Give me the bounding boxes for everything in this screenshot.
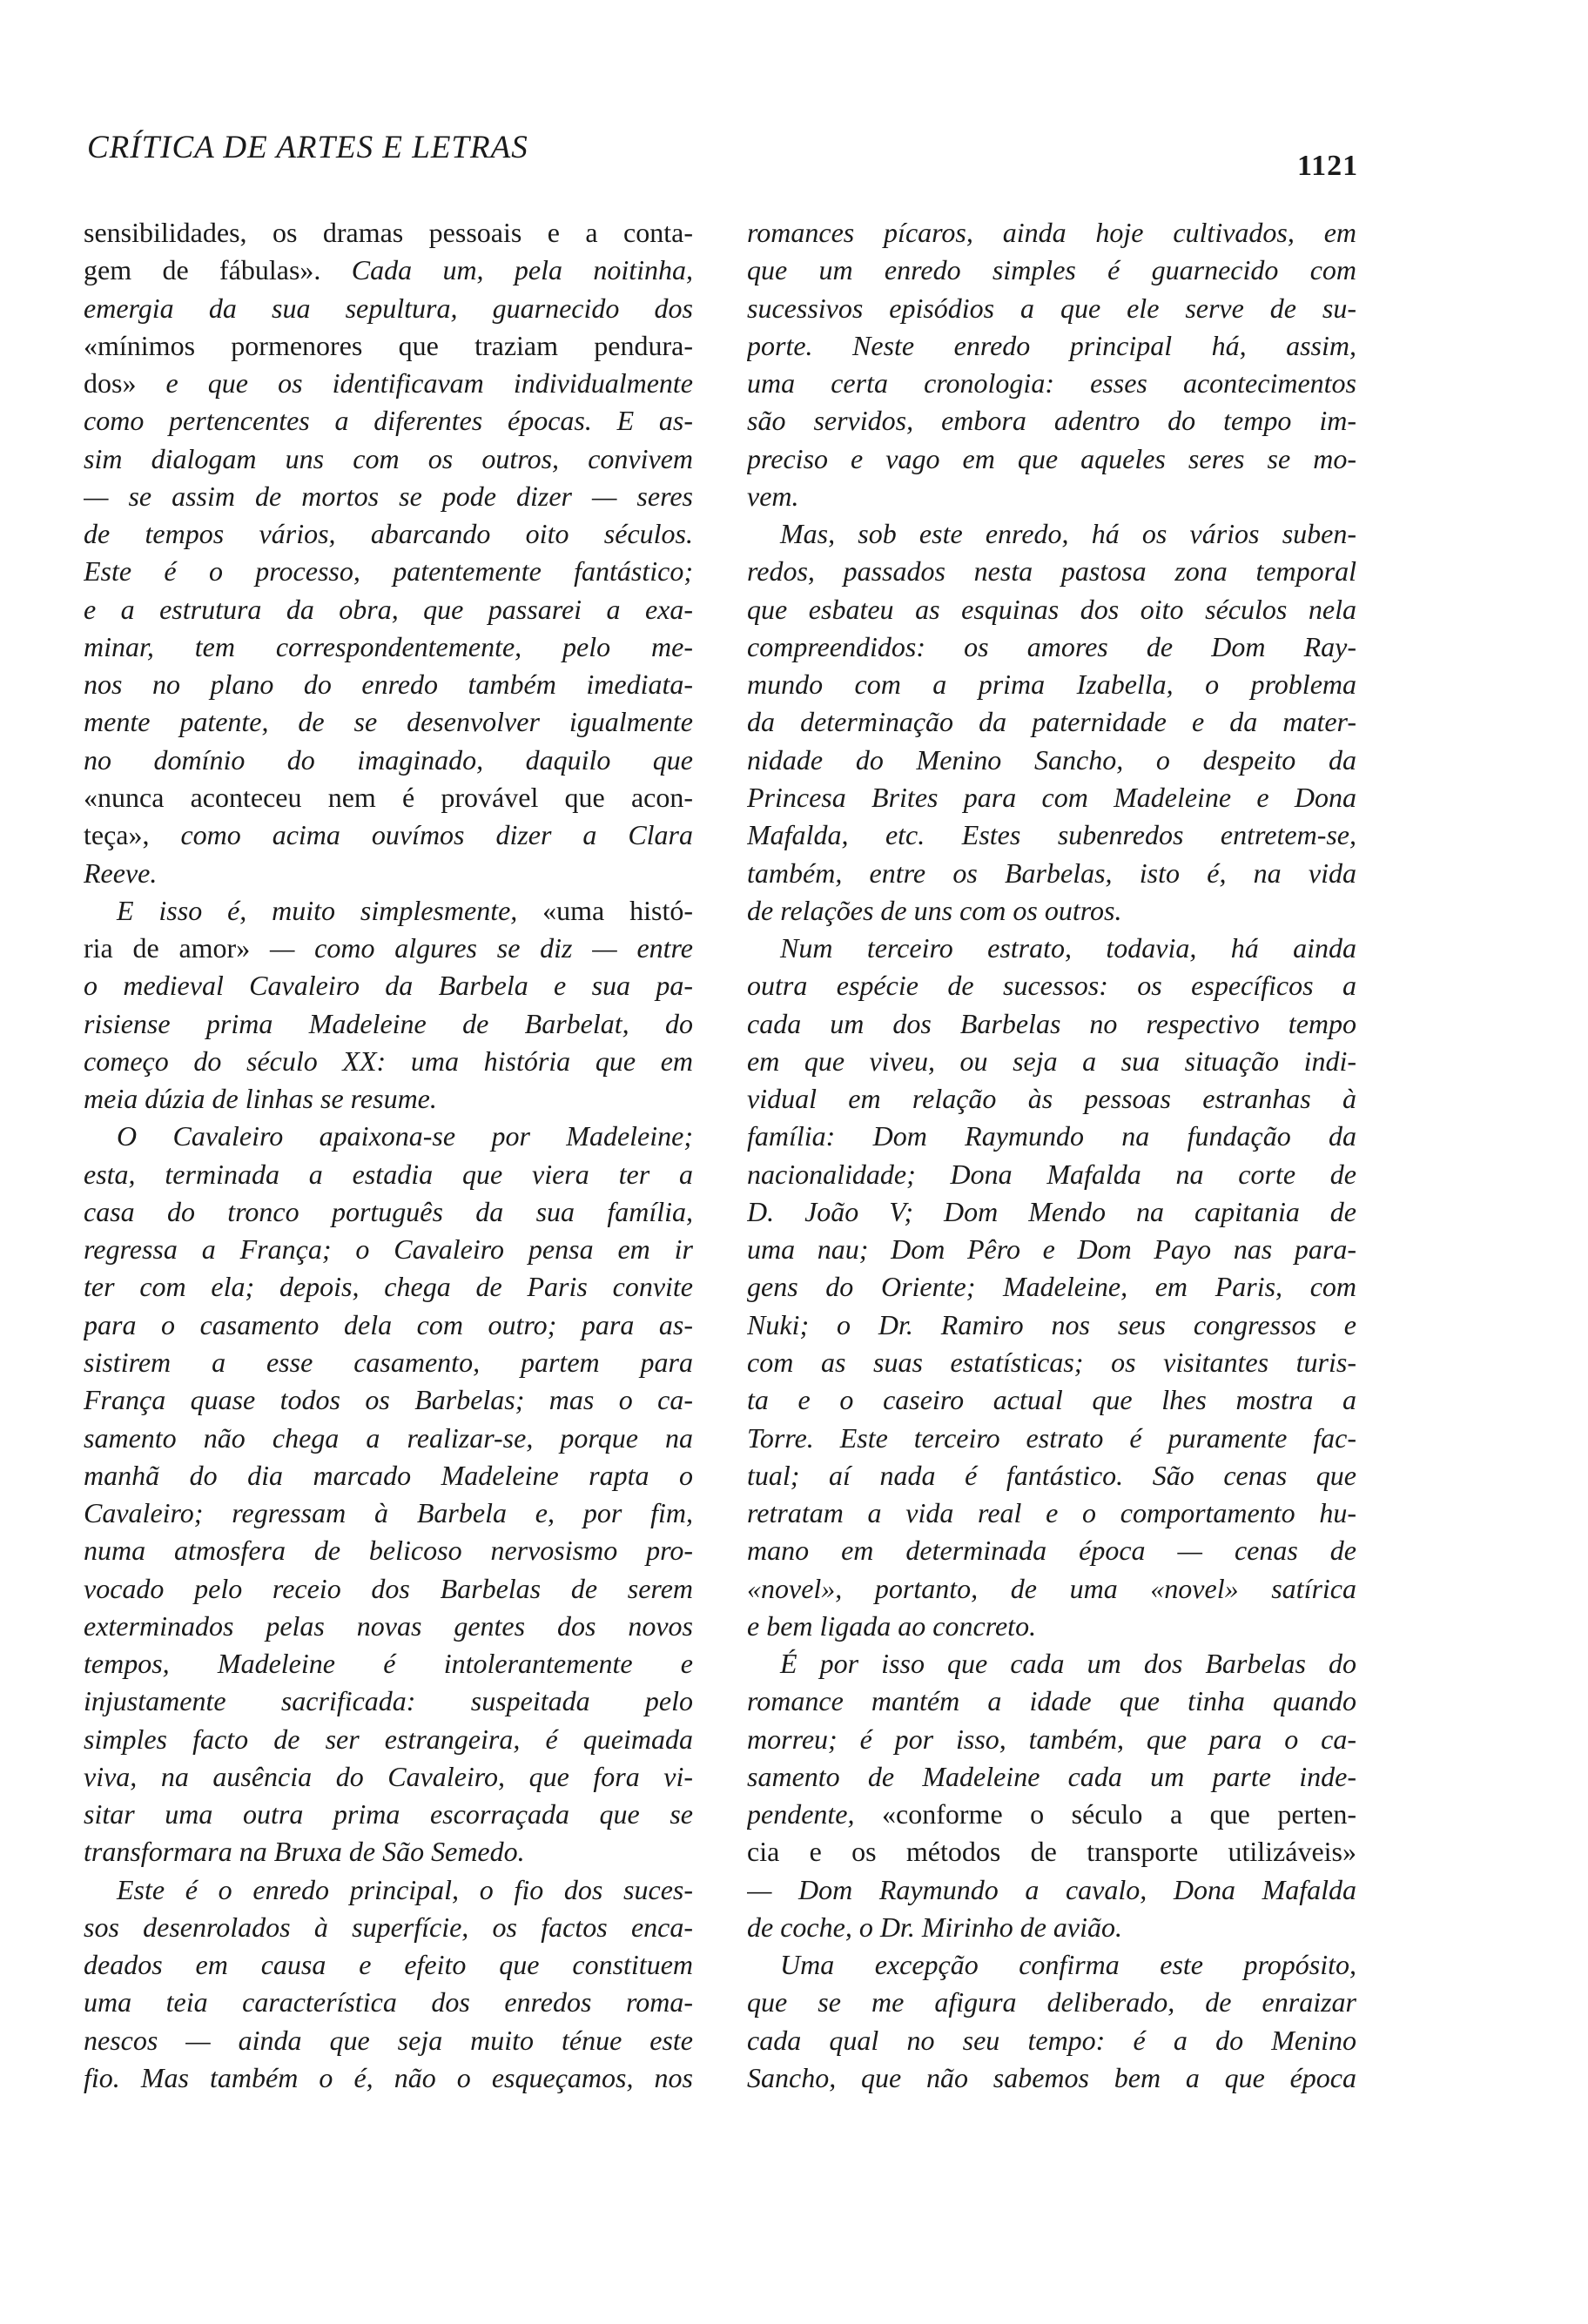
text-line <box>84 628 693 666</box>
text-line <box>84 553 693 590</box>
text-segment: também, entre os Barbelas, isto é, na vida <box>747 856 1356 889</box>
text-line <box>747 2022 1356 2059</box>
text-segment: vocado pelo receio dos Barbelas de serem <box>84 1572 693 1604</box>
text-line <box>84 1156 693 1193</box>
text-segment: Reeve. <box>84 856 158 889</box>
text-line <box>747 967 1356 1004</box>
text-line <box>84 1268 693 1306</box>
text-segment: nos no plano do enredo também imediata- <box>84 668 693 701</box>
text-segment: para o casamento dela com outro; para as- <box>84 1308 693 1340</box>
text-segment: — Dom Raymundo a cavalo, Dona Mafalda <box>747 1873 1356 1905</box>
text-line <box>747 930 1356 967</box>
text-segment: França quase todos os Barbelas; mas o ca- <box>84 1384 693 1416</box>
text-line <box>84 478 693 515</box>
text-line <box>84 1683 693 1720</box>
text-segment: Uma excepção confirma este propósito, <box>780 1949 1356 1981</box>
text-segment: redos, passados nesta pastosa zona temporal <box>747 555 1356 588</box>
text-line <box>84 290 693 327</box>
running-title: CRÍTICA DE ARTES E LETRAS <box>87 130 528 165</box>
text-segment: fio. Mas também o é, não o esqueçamos, nos <box>84 2062 693 2094</box>
text-segment: numa atmosfera de belicoso nervosismo pro- <box>84 1535 693 1567</box>
text-segment: romance mantém a idade que tinha quando <box>747 1685 1356 1717</box>
text-line <box>747 1984 1356 2021</box>
text-segment: vidual em relação às pessoas estranhas à <box>747 1083 1356 1115</box>
text-line <box>747 666 1356 703</box>
text-segment: retratam a vida real e o comportamento hu- <box>747 1497 1356 1529</box>
text-segment: minar, tem correspondentemente, pelo me- <box>84 630 693 662</box>
text-line <box>747 1608 1356 1645</box>
text-segment: o medieval Cavaleiro da Barbela e sua pa- <box>84 970 693 1002</box>
text-line <box>84 1344 693 1381</box>
text-line <box>747 252 1356 289</box>
text-segment: Cada um, pela noitinha, <box>351 254 693 286</box>
text-segment: que esbateu as esquinas dos oito séculos nela <box>747 593 1356 625</box>
text-segment: cada qual no seu tempo: é a do Menino <box>747 2024 1356 2056</box>
text-line <box>747 1005 1356 1043</box>
text-segment: Torre. Este terceiro estrato é puramente fac- <box>747 1421 1356 1454</box>
text-line <box>84 1193 693 1231</box>
text-line <box>747 553 1356 590</box>
text-segment: gens do Oriente; Madeleine, em Paris, com <box>747 1271 1356 1303</box>
text-segment: E isso é, muito simplesmente, <box>117 894 543 926</box>
left-column <box>84 214 693 2097</box>
text-segment: — como algures se diz — entre <box>269 932 693 964</box>
text-line <box>747 1420 1356 1457</box>
text-segment: ria de amor» <box>84 932 270 964</box>
text-line <box>747 1532 1356 1569</box>
text-line <box>747 779 1356 816</box>
text-segment: como acima ouvímos dizer a Clara <box>180 819 693 851</box>
text-segment: cada um dos Barbelas no respectivo tempo <box>747 1007 1356 1039</box>
text-line <box>747 742 1356 779</box>
text-line <box>84 1118 693 1155</box>
text-segment: O Cavaleiro apaixona-se por Madeleine; <box>117 1120 693 1152</box>
text-line <box>84 252 693 289</box>
text-line <box>84 1532 693 1569</box>
text-line <box>747 1796 1356 1833</box>
text-line <box>84 1420 693 1457</box>
text-line <box>84 440 693 478</box>
text-line <box>747 327 1356 365</box>
text-segment: viva, na ausência do Cavaleiro, que fora vi- <box>84 1760 693 1792</box>
text-segment: É por isso que cada um dos Barbelas do <box>780 1648 1356 1680</box>
text-segment: regressa a França; o Cavaleiro pensa em ir <box>84 1233 693 1266</box>
text-line <box>747 1306 1356 1344</box>
text-segment: sensibilidades, os dramas pessoais e a conta- <box>84 217 693 248</box>
text-line <box>747 1156 1356 1193</box>
text-line <box>747 402 1356 440</box>
text-segment: mente patente, de se desenvolver igualmente <box>84 706 693 738</box>
text-segment: Cavaleiro; regressam à Barbela e, por fim, <box>84 1497 693 1529</box>
text-segment: Sancho, que não sabemos bem a que época <box>747 2062 1356 2094</box>
text-segment: porte. Neste enredo principal há, assim, <box>747 329 1356 361</box>
text-segment: e bem ligada ao concreto. <box>747 1609 1037 1642</box>
text-segment: começo do século XX: uma história que em <box>84 1044 693 1077</box>
text-segment: «novel», portanto, de uma «novel» satírica <box>747 1572 1356 1604</box>
text-line <box>84 1758 693 1796</box>
text-segment: no domínio do imaginado, daquilo que <box>84 743 693 776</box>
text-line <box>747 1344 1356 1381</box>
text-line <box>84 703 693 741</box>
text-line <box>747 1043 1356 1080</box>
text-segment: Este é o processo, patentemente fantástico; <box>84 555 693 588</box>
text-segment: cia e os métodos de transporte utilizáveis» <box>747 1836 1356 1868</box>
right-column <box>747 214 1356 2097</box>
text-line <box>747 478 1356 515</box>
text-line <box>84 2059 693 2097</box>
text-segment: morreu; é por isso, também, que para o ca- <box>747 1723 1356 1755</box>
text-segment: mundo com a prima Izabella, o problema <box>747 668 1356 701</box>
text-line <box>747 365 1356 402</box>
text-segment: tempos, Madeleine é intolerantemente e <box>84 1648 693 1680</box>
text-line <box>84 1645 693 1683</box>
text-line <box>747 855 1356 892</box>
text-line <box>747 1118 1356 1155</box>
text-line <box>747 1645 1356 1683</box>
text-line <box>84 1381 693 1419</box>
text-segment: vem. <box>747 480 799 512</box>
text-segment: casa do tronco português da sua família, <box>84 1195 693 1227</box>
text-segment: esta, terminada a estadia que viera ter a <box>84 1158 693 1190</box>
text-line <box>84 1457 693 1494</box>
text-segment: Este é o enredo principal, o fio dos suces- <box>117 1873 693 1905</box>
text-line <box>747 1080 1356 1118</box>
text-line <box>84 327 693 365</box>
text-line <box>747 1494 1356 1532</box>
text-line <box>84 1231 693 1268</box>
text-line <box>84 1871 693 1909</box>
text-line <box>747 1833 1356 1871</box>
text-segment: manhã do dia marcado Madeleine rapta o <box>84 1459 693 1491</box>
text-segment: samento de Madeleine cada um parte inde- <box>747 1760 1356 1792</box>
text-segment: pendente, <box>747 1798 883 1830</box>
text-segment: transformara na Bruxa de São Semedo. <box>84 1836 525 1868</box>
text-segment: como pertencentes a diferentes épocas. E as- <box>84 405 693 437</box>
text-segment: «nunca aconteceu nem é provável que acon- <box>84 781 693 813</box>
text-line <box>84 1608 693 1645</box>
text-line <box>84 365 693 402</box>
text-line <box>84 2022 693 2059</box>
text-segment: «conforme o século a que perten- <box>882 1798 1356 1830</box>
text-segment: ta e o caseiro actual que lhes mostra a <box>747 1384 1356 1416</box>
text-line <box>84 930 693 967</box>
text-line <box>747 440 1356 478</box>
text-segment: preciso e vago em que aqueles seres se mo- <box>747 442 1356 474</box>
text-segment: e que os identificavam individualmente <box>165 367 693 400</box>
text-segment: sucessivos episódios a que ele serve de su- <box>747 292 1356 324</box>
text-segment: que um enredo simples é guarnecido com <box>747 254 1356 286</box>
text-segment: que se me afigura deliberado, de enraizar <box>747 1986 1356 2018</box>
text-segment: outra espécie de sucessos: os específicos a <box>747 970 1356 1002</box>
text-line <box>747 1193 1356 1231</box>
text-segment: meia dúzia de linhas se resume. <box>84 1083 437 1115</box>
text-segment: e a estrutura da obra, que passarei a exa- <box>84 593 693 625</box>
text-segment: romances pícaros, ainda hoje cultivados, em <box>747 217 1356 248</box>
text-line <box>84 1570 693 1608</box>
text-segment: com as suas estatísticas; os visitantes turis- <box>747 1346 1356 1378</box>
text-segment: gem de fábulas». <box>84 254 352 286</box>
text-segment: nacionalidade; Dona Mafalda na corte de <box>747 1158 1356 1190</box>
text-segment: «mínimos pormenores que traziam pendura- <box>84 329 693 361</box>
text-line <box>84 742 693 779</box>
text-line <box>747 2059 1356 2097</box>
text-line <box>84 214 693 252</box>
text-segment: sim dialogam uns com os outros, convivem <box>84 442 693 474</box>
text-line <box>84 1080 693 1118</box>
text-line <box>84 515 693 553</box>
text-line <box>747 214 1356 252</box>
text-line <box>84 816 693 854</box>
text-line <box>84 1306 693 1344</box>
text-line <box>747 591 1356 628</box>
text-line <box>84 779 693 816</box>
text-line <box>84 1796 693 1833</box>
text-line <box>747 628 1356 666</box>
text-line <box>747 1570 1356 1608</box>
text-line <box>747 892 1356 930</box>
text-line <box>747 1758 1356 1796</box>
text-line <box>747 1871 1356 1909</box>
text-segment: mano em determinada época — cenas de <box>747 1535 1356 1567</box>
text-line <box>747 1683 1356 1720</box>
text-line <box>84 1043 693 1080</box>
text-segment: em que viveu, ou seja a sua situação indi- <box>747 1044 1356 1077</box>
text-line <box>84 666 693 703</box>
text-segment: — se assim de mortos se pode dizer — seres <box>84 480 693 512</box>
text-segment: dos» <box>84 367 166 400</box>
text-segment: teça», <box>84 819 181 851</box>
text-line <box>747 1268 1356 1306</box>
text-line <box>84 1946 693 1984</box>
text-segment: D. João V; Dom Mendo na capitania de <box>747 1195 1356 1227</box>
text-line <box>84 892 693 930</box>
text-line <box>84 1909 693 1946</box>
text-line <box>747 1381 1356 1419</box>
text-line <box>84 855 693 892</box>
text-segment: samento não chega a realizar-se, porque na <box>84 1421 693 1454</box>
text-segment: simples facto de ser estrangeira, é queimada <box>84 1723 693 1755</box>
text-line <box>747 1721 1356 1758</box>
text-segment: sos desenrolados à superfície, os factos enca- <box>84 1911 693 1943</box>
text-line <box>747 816 1356 854</box>
text-segment: nescos — ainda que seja muito ténue este <box>84 2024 693 2056</box>
text-segment: de tempos vários, abarcando oito séculos. <box>84 518 693 550</box>
text-line <box>747 1457 1356 1494</box>
text-segment: compreendidos: os amores de Dom Ray- <box>747 630 1356 662</box>
text-line <box>84 402 693 440</box>
text-segment: família: Dom Raymundo na fundação da <box>747 1120 1356 1152</box>
text-segment: da determinação da paternidade e da mater- <box>747 706 1356 738</box>
text-line <box>84 1721 693 1758</box>
text-segment: risiense prima Madeleine de Barbelat, do <box>84 1007 693 1039</box>
text-line <box>84 1984 693 2021</box>
text-segment: ter com ela; depois, chega de Paris convite <box>84 1271 693 1303</box>
text-segment: Mafalda, etc. Estes subenredos entretem-se, <box>747 819 1356 851</box>
text-line <box>84 1005 693 1043</box>
page-number: 1121 <box>1297 150 1359 182</box>
text-segment: nidade do Menino Sancho, o despeito da <box>747 743 1356 776</box>
text-segment: emergia da sua sepultura, guarnecido dos <box>84 292 693 324</box>
text-line <box>747 1231 1356 1268</box>
text-segment: uma teia característica dos enredos roma- <box>84 1986 693 2018</box>
text-segment: de coche, o Dr. Mirinho de avião. <box>747 1911 1123 1943</box>
text-segment: Princesa Brites para com Madeleine e Dona <box>747 781 1356 813</box>
text-segment: exterminados pelas novas gentes dos novos <box>84 1609 693 1642</box>
text-segment: uma certa cronologia: esses acontecimentos <box>747 367 1356 400</box>
text-line <box>84 967 693 1004</box>
text-segment: Num terceiro estrato, todavia, há ainda <box>780 932 1356 964</box>
text-segment: tual; aí nada é fantástico. São cenas que <box>747 1459 1356 1491</box>
text-line <box>747 515 1356 553</box>
text-line <box>84 591 693 628</box>
text-segment: Nuki; o Dr. Ramiro nos seus congressos e <box>747 1308 1356 1340</box>
text-segment: de relações de uns com os outros. <box>747 894 1122 926</box>
text-line <box>747 1946 1356 1984</box>
text-line <box>747 1909 1356 1946</box>
text-segment: Mas, sob este enredo, há os vários suben- <box>780 518 1356 550</box>
text-segment: sistirem a esse casamento, partem para <box>84 1346 693 1378</box>
text-segment: uma nau; Dom Pêro e Dom Payo nas para- <box>747 1233 1356 1266</box>
text-line <box>747 703 1356 741</box>
text-segment: «uma histó- <box>542 894 693 926</box>
text-segment: são servidos, embora adentro do tempo im- <box>747 405 1356 437</box>
text-line <box>84 1833 693 1871</box>
text-line <box>747 290 1356 327</box>
text-segment: deados em causa e efeito que constituem <box>84 1949 693 1981</box>
text-line <box>84 1494 693 1532</box>
text-segment: sitar uma outra prima escorraçada que se <box>84 1798 693 1830</box>
text-segment: injustamente sacrificada: suspeitada pelo <box>84 1685 693 1717</box>
